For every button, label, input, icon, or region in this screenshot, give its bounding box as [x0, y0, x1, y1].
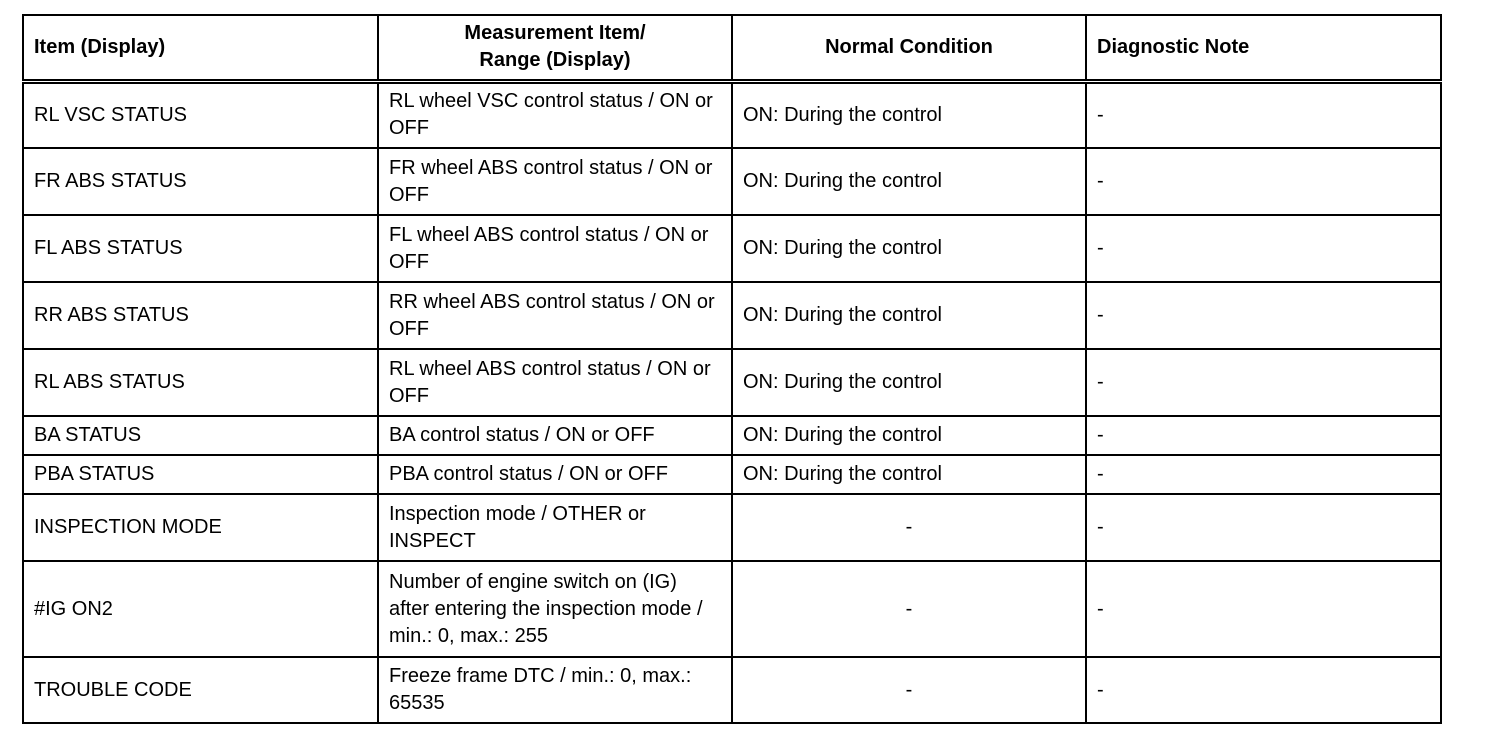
table-row	[23, 215, 1441, 282]
cell-measurement: Number of engine switch on (IG) after entering the inspection mode / min.: 0, max.: 255	[378, 561, 732, 657]
cell-item: RL VSC STATUS	[23, 81, 378, 148]
cell-item: INSPECTION MODE	[23, 494, 378, 561]
table-row	[23, 81, 1441, 148]
table-row	[23, 148, 1441, 215]
table-row	[23, 416, 1441, 455]
cell-diagnostic-note: -	[1086, 215, 1441, 282]
cell-item: FR ABS STATUS	[23, 148, 378, 215]
header-measurement-item	[378, 15, 732, 81]
cell-normal-condition: -	[732, 494, 1086, 561]
cell-diagnostic-note: -	[1086, 349, 1441, 416]
header-item-display: Item (Display)	[23, 15, 378, 81]
cell-normal-condition: -	[732, 657, 1086, 723]
table-row	[23, 282, 1441, 349]
cell-diagnostic-note: -	[1086, 657, 1441, 723]
cell-item: #IG ON2	[23, 561, 378, 657]
table-row	[23, 561, 1441, 657]
cell-item: BA STATUS	[23, 416, 378, 455]
table-row	[23, 494, 1441, 561]
cell-normal-condition: ON: During the control	[732, 455, 1086, 494]
cell-diagnostic-note: -	[1086, 282, 1441, 349]
header-diagnostic-note: Diagnostic Note	[1086, 15, 1441, 81]
table-header	[23, 15, 1441, 81]
cell-item: PBA STATUS	[23, 455, 378, 494]
cell-diagnostic-note: -	[1086, 416, 1441, 455]
cell-item: RL ABS STATUS	[23, 349, 378, 416]
cell-measurement: FL wheel ABS control status / ON or OFF	[378, 215, 732, 282]
cell-measurement: Freeze frame DTC / min.: 0, max.: 65535	[378, 657, 732, 723]
cell-item: FL ABS STATUS	[23, 215, 378, 282]
cell-normal-condition: ON: During the control	[732, 81, 1086, 148]
cell-measurement: Inspection mode / OTHER or INSPECT	[378, 494, 732, 561]
cell-measurement: BA control status / ON or OFF	[378, 416, 732, 455]
cell-item: TROUBLE CODE	[23, 657, 378, 723]
cell-measurement: FR wheel ABS control status / ON or OFF	[378, 148, 732, 215]
header-row	[23, 15, 1441, 81]
cell-measurement: RR wheel ABS control status / ON or OFF	[378, 282, 732, 349]
cell-normal-condition: ON: During the control	[732, 282, 1086, 349]
cell-diagnostic-note: -	[1086, 81, 1441, 148]
table-row	[23, 455, 1441, 494]
cell-normal-condition: ON: During the control	[732, 416, 1086, 455]
cell-measurement: PBA control status / ON or OFF	[378, 455, 732, 494]
cell-diagnostic-note: -	[1086, 561, 1441, 657]
header-measurement-line1: Measurement Item/	[464, 22, 646, 45]
diagnostic-data-table	[22, 14, 1442, 724]
cell-diagnostic-note: -	[1086, 148, 1441, 215]
cell-diagnostic-note: -	[1086, 455, 1441, 494]
header-measurement-line2: Range (Display)	[479, 49, 631, 72]
cell-measurement: RL wheel VSC control status / ON or OFF	[378, 81, 732, 148]
cell-measurement: RL wheel ABS control status / ON or OFF	[378, 349, 732, 416]
cell-normal-condition: ON: During the control	[732, 215, 1086, 282]
cell-diagnostic-note: -	[1086, 494, 1441, 561]
table-row	[23, 657, 1441, 723]
header-normal-condition: Normal Condition	[732, 15, 1086, 81]
table-row	[23, 349, 1441, 416]
cell-normal-condition: ON: During the control	[732, 148, 1086, 215]
cell-normal-condition: ON: During the control	[732, 349, 1086, 416]
table-body	[23, 81, 1441, 723]
cell-normal-condition: -	[732, 561, 1086, 657]
cell-item: RR ABS STATUS	[23, 282, 378, 349]
